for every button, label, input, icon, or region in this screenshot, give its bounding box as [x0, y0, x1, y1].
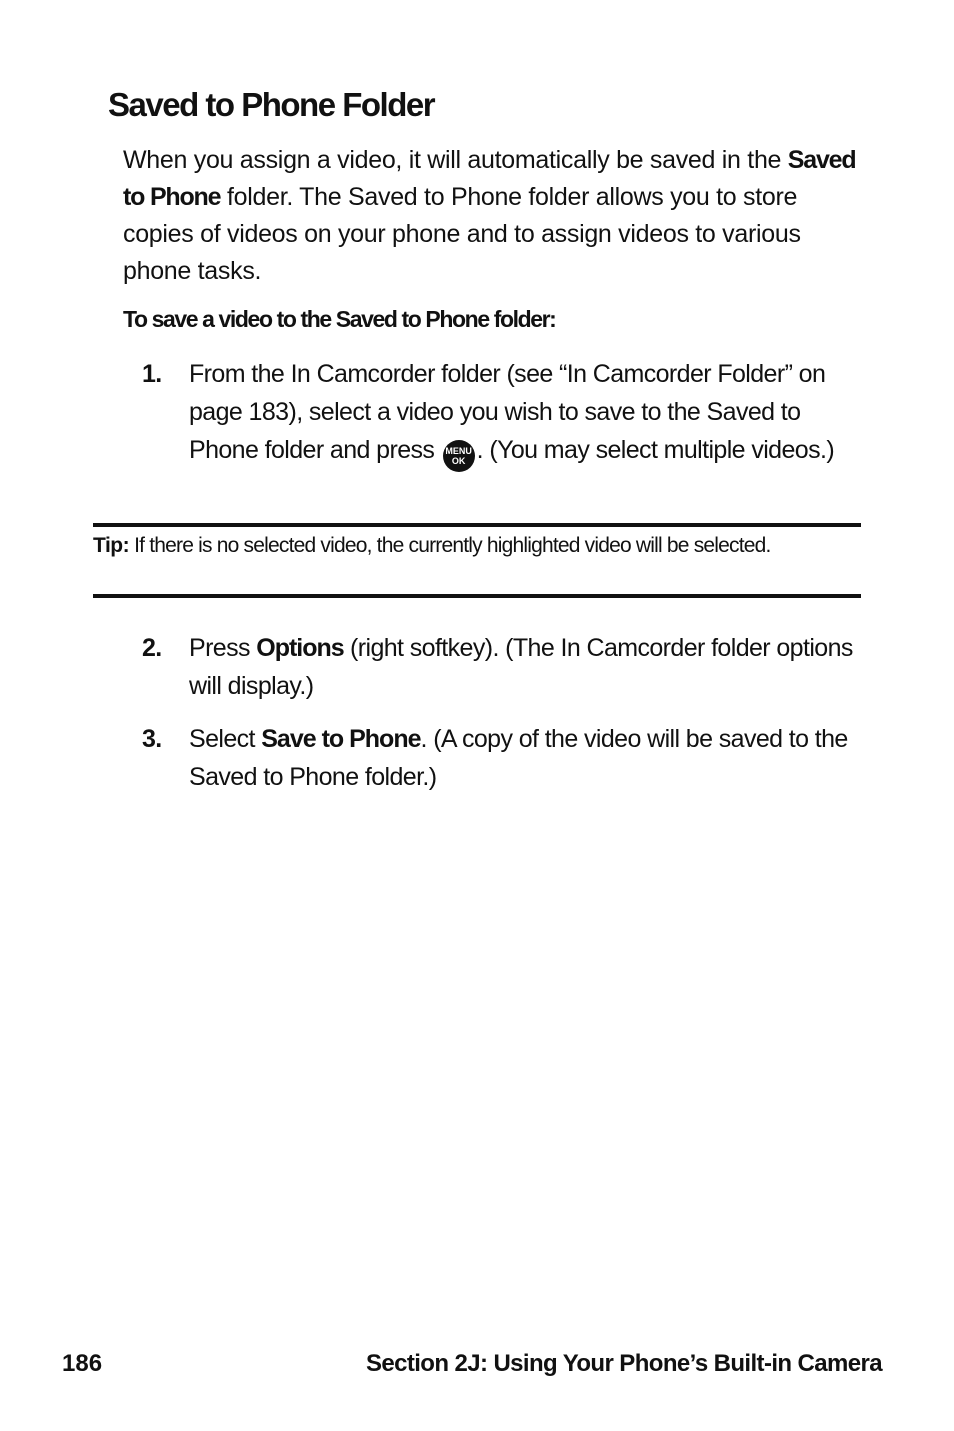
step-text: [189, 720, 861, 796]
section-title-footer: Section 2J: Using Your Phone’s Built-in Camera: [365, 1350, 882, 1377]
step-text: [189, 355, 861, 472]
step-text: [189, 629, 861, 705]
intro-text-end: folder. The Saved to Phone folder allows you to store copies of videos on your phone and to assign videos to various phone tasks.: [123, 183, 801, 285]
intro-text-start: When you assign a video, it will automatically be saved in the: [123, 146, 788, 174]
step-text-start: Press: [189, 634, 257, 662]
tip-text: [93, 531, 833, 561]
menu-ok-key-icon: [443, 440, 475, 472]
intro-bold-folder: Saved to Phone: [123, 146, 856, 211]
step-text-end: . (You may select multiple videos.): [476, 436, 835, 464]
page-number: 186: [62, 1350, 103, 1377]
step-text-end: . (A copy of the video will be saved to the Saved to Phone folder.): [189, 725, 848, 791]
step-text-start: From the In Camcorder folder (see “In Camcorder Folder” on page 183), select a video you wish to save to the Saved to Phone folder and press: [189, 360, 826, 464]
step-number: 1.: [142, 360, 162, 388]
procedure-subheading: To save a video to the Saved to Phone folder:: [123, 306, 556, 332]
step-bold-options: Options: [256, 634, 344, 662]
step-text-end: (right softkey). (The In Camcorder folder options will display.): [189, 634, 853, 700]
intro-paragraph: [123, 142, 863, 290]
key-label-bottom: OK: [451, 456, 466, 466]
step-text-start: Select: [189, 725, 262, 753]
step-number: 3.: [142, 725, 162, 753]
tip-box: [93, 523, 861, 598]
section-heading: Saved to Phone Folder: [108, 86, 435, 123]
step-bold-save-to-phone: Save to Phone: [261, 725, 421, 753]
tip-label: Tip:: [93, 534, 130, 557]
key-label-top: MENU: [445, 446, 472, 456]
step-number: 2.: [142, 634, 162, 662]
tip-body: If there is no selected video, the currently highlighted video will be selected.: [129, 534, 771, 557]
